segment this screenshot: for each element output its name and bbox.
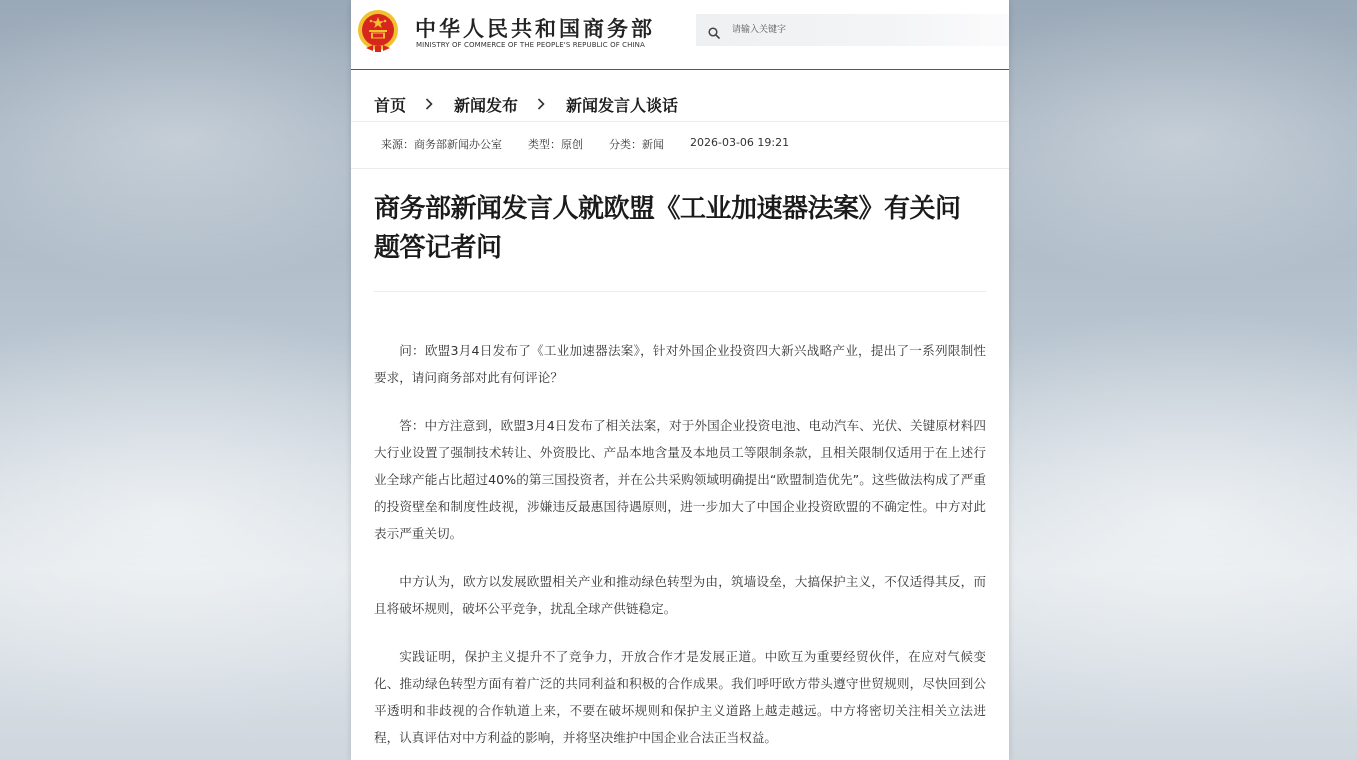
breadcrumb-news-release[interactable]: 新闻发布 <box>454 95 519 115</box>
chevron-right-icon <box>530 96 554 112</box>
breadcrumb-home[interactable]: 首页 <box>374 95 407 115</box>
site-name-english: MINISTRY OF COMMERCE OF THE PEOPLE'S REPUBLIC OF CHINA <box>416 41 645 49</box>
meta-datetime: 2026-03-06 19:21 <box>690 136 790 149</box>
paragraph-appeal: 实践证明，保护主义提升不了竞争力，开放合作才是发展正道。中欧互为重要经贸伙伴，在应对气候变化、推动绿色转型方面有着广泛的共同利益和积极的合作成果。我们呼吁欧方带头遵守世贸规则，尽快回到公平透明和非歧视的合作轨道上来，不要在破坏规则和保护主义道路上越走越远。中方将密切关注相关立法进程，认真评估对中方利益的影响，并将坚决维护中国企业合法正当权益。 <box>374 649 986 745</box>
search-box <box>696 14 1009 46</box>
divider <box>374 291 986 292</box>
meta-type: 类型：原创 <box>528 138 583 151</box>
article-title: 商务部新闻发言人就欧盟《工业加速器法案》有关问题答记者问 <box>374 194 961 263</box>
site-header <box>351 0 1009 70</box>
meta-source: 来源：商务部新闻办公室 <box>381 138 502 151</box>
article-body <box>374 337 986 760</box>
article-page <box>351 0 1009 760</box>
paragraph-position: 中方认为，欧方以发展欧盟相关产业和推动绿色转型为由，筑墙设垒，大搞保护主义，不仅适得其反，而且将破坏规则，破坏公平竞争，扰乱全球产供链稳定。 <box>374 574 986 616</box>
breadcrumb <box>374 92 678 116</box>
breadcrumb-spokesperson-remarks[interactable]: 新闻发言人谈话 <box>566 95 679 115</box>
meta-category: 分类：新闻 <box>609 138 664 151</box>
search-input[interactable] <box>732 21 972 39</box>
paragraph-question: 问：欧盟3月4日发布了《工业加速器法案》，针对外国企业投资四大新兴战略产业，提出了一系列限制性要求，请问商务部对此有何评论？ <box>374 343 986 385</box>
search-icon[interactable] <box>708 24 720 36</box>
divider <box>351 168 1009 169</box>
article-meta <box>381 136 815 152</box>
chevron-right-icon <box>418 96 442 112</box>
site-name[interactable]: 中华人民共和国商务部 <box>415 17 655 41</box>
national-emblem-icon[interactable] <box>356 8 400 54</box>
divider <box>351 121 1009 122</box>
paragraph-answer: 答：中方注意到，欧盟3月4日发布了相关法案，对于外国企业投资电池、电动汽车、光伏、关键原材料四大行业设置了强制技术转让、外资股比、产品本地含量及本地员工等限制条款，且相关限制仅适用于在上述行业全球产能占比超过40%的第三国投资者，并在公共采购领域明确提出“欧盟制造优先”。这些做法构成了严重的投资壁垒和制度性歧视，涉嫌违反最惠国待遇原则，进一步加大了中国企业投资欧盟的不确定性。中方对此表示严重关切。 <box>374 418 986 541</box>
